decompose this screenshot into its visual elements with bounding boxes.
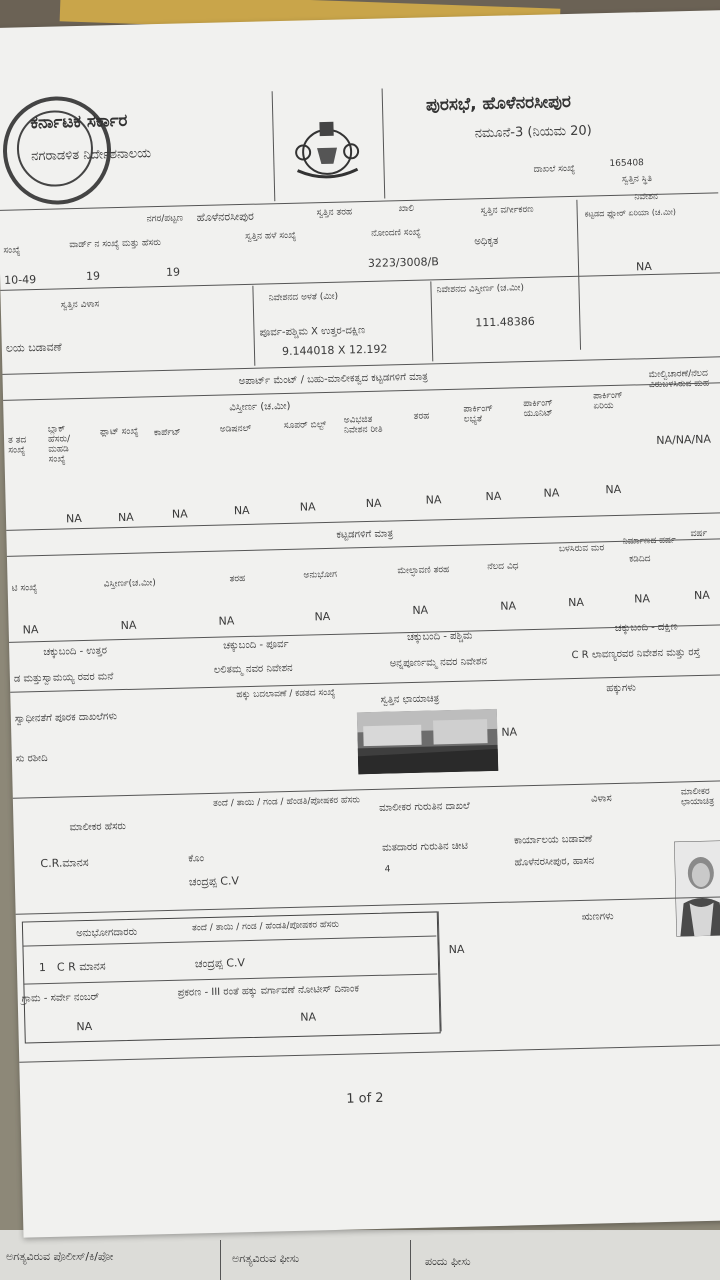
dims-desc: ಪೂರ್ವ-ಪಶ್ಚಿಮ X ಉತ್ತರ-ದಕ್ಷಿಣ [259,325,366,339]
directorate-title: ನಗರಾಡಳಿತ ನಿರ್ದೇಶನಾಲಯ [30,146,152,165]
row-rule [9,624,720,643]
apt-h-super: ಸೂಪರ್ ಬಿಲ್ಟ್ [283,420,327,432]
bld-val: NA [218,614,235,628]
reg-no-value: 3223/3008/B [367,255,439,270]
pid-label: ಸಂಖ್ಯೆ [3,245,21,256]
rights-label: ಹಕ್ಕುಗಳು [606,682,637,695]
occupant-remarks-label: ಋಣಗಳು [581,911,614,923]
owner-id-type: ಮತದಾರರ ಗುರುತಿನ ಚೀಟಿ [382,840,469,854]
prop-class-label: ಸ್ವತ್ತಿನ ವರ್ಗೀಕರಣ [480,204,534,217]
bld-h-floor-type: ನೆಲದ ವಿಧ [487,561,519,573]
apt-h-floor: ತ ತದ ಸಂಖ್ಯೆ [7,435,27,456]
case-value: NA [300,1010,317,1024]
bld-val: NA [568,595,585,610]
owner-address-line2: ಹೊಳೆನರಸೀಪುರ, ಹಾಸನ [514,855,595,869]
dims-label: ನಿವೇಶನದ ಅಳತೆ (ಮೀ) [268,291,339,304]
boundary-west-label: ಚಕ್ಕುಬಂದಿ - ಪಶ್ಚಿಮ [406,630,473,644]
state-emblem-icon [286,111,368,188]
row-rule [13,780,720,799]
occupant-name-label: ಅನುಭೋಗದಾರರು [76,926,138,940]
page-indicator: 1 of 2 [346,1090,384,1107]
owner-photo-label: ಮಾಲೀಕರ ಛಾಯಾಚಿತ್ರ [680,786,715,808]
property-photo [357,709,498,774]
header-divider [382,89,386,199]
owner-address-label: ವಿಳಾಸ [590,793,612,805]
dims-value: 9.144018 X 12.192 [281,342,388,359]
property-status: ನಿವೇಶನ [634,191,659,203]
boundary-north: ಡ ಮತ್ತುಸ್ವಾಮಯ್ಯ ರವರ ಮನೆ [13,671,114,685]
col-divider [430,281,433,361]
occupant-relation-label: ತಂದೆ / ತಾಯಿ / ಗಂಡ / ಹೆಂಡತಿ/ಪೋಷಕರ ಹೆಸರು [191,919,340,934]
record-no: 165408 [609,158,644,170]
boundary-east: ಲಲಿತಮ್ಮ ನವರ ನಿವೇಶನ [213,662,293,676]
apt-h-area: ವಿಸ್ತೀರ್ಣ (ಚ.ಮೀ) [229,400,291,414]
apartment-section-title: ಅಪಾರ್ಟ್ ಮೆಂಟ್ / ಬಹು-ಮಾಲೀಕತ್ವದ ಕಟ್ಟಡಗಳಿಗೆ ಮಾತ್ರ [238,371,429,388]
prop-class-value: ಅಧಿಕೃತ [474,235,499,248]
usage-label: ಕಟ್ಟಡದ ಫ್ಲೋರ್ ಏರಿಯಾ (ಚ.ಮೀ) [584,207,677,219]
address-value: ಲಯ ಬಡಾವಣೆ [5,340,62,355]
apt-val: NA [605,482,622,497]
row-rule [2,356,720,375]
bld-h-extra: ವರ್ಷ [690,528,708,540]
apt-val: NA [171,507,188,521]
header-divider [272,91,276,201]
bld-val: NA [120,618,137,633]
bld-h-year2: ಕಡಿದಿದ [629,554,651,565]
area-label: ನಿವೇಶನದ ವಿಸ್ತೀರ್ಣ (ಚ.ಮೀ) [436,283,525,296]
apt-h-undivided: ಅವಿಭಜಿತ ನಿವೇಶನ ರೀತಿ [343,414,383,436]
owner-relation: ಚಂದ್ರಪ್ಪ C.V [188,874,240,889]
apt-h-parking-units: ಪಾರ್ಕಿಂಗ್ ಯೂನಿಟ್ [523,398,554,420]
row-rule [19,1044,720,1063]
bld-h-year: ನಿರ್ಮಾಣದ ವರ್ಷ [622,535,676,547]
usage-value: NA [635,260,652,274]
apt-h-additional: ಅಡಿಷನಲ್ [219,423,252,435]
building-section-title: ಕಟ್ಟಡಗಳಿಗೆ ಮಾತ್ರ [336,528,394,541]
bld-h-type: ತರಹ [229,574,246,585]
apt-h-block: ಬ್ಲಾಕ್ ಹೆಸರು/ ಮಹಡಿ ಸಂಖ್ಯೆ [47,424,71,465]
apt-val: NA [65,512,82,526]
bld-h-wood: ಬಳಸಿರುವ ಮರ [558,543,605,555]
row-rule [6,512,720,531]
row-rule [16,896,720,915]
rights-value: NA [501,725,518,739]
apt-val: NA [425,493,442,507]
owner-name-label: ಮಾಲೀಕರ ಹೆಸರು [69,821,127,834]
apt-val: NA [365,496,382,511]
apt-h-common: ಮೇಲ್ವಿಚಾರಣೆ/ನೆಲದ ವಿರುಬಳಸಿರುವ ಮಹ [648,368,710,391]
apt-val: NA [485,489,502,504]
area-value: 111.48386 [475,314,535,330]
occupant-name: C R ಮಾನಸ [56,959,106,974]
bld-val: NA [314,609,331,624]
survey-value: NA [76,1019,93,1034]
record-no-label: ದಾಖಲೆ ಸಂಖ್ಯೆ [533,163,576,175]
boundary-south: C R ಲಾವಣ್ಯರವರ ನಿವೇಶನ ಮತ್ತು ರಸ್ತೆ [571,646,701,662]
row-rule [0,272,720,291]
boundary-north-label: ಚಕ್ಕುಬಂದಿ - ಉತ್ತರ [43,645,108,658]
bottom-cell-2: ಅಗತ್ಯವಿರುವ ಫೀಸು [232,1252,300,1265]
bld-val: NA [412,603,429,617]
owner-id-no: 4 [384,864,391,875]
owner-name: C.R.ಮಾನಸ [40,855,89,871]
bld-val: NA [22,623,39,637]
bld-val: NA [693,588,710,603]
case-label: ಪ್ರಕರಣ - III ರಂತೆ ಹಕ್ಕು ವರ್ಗಾವಣೆ ನೋಟೀಸ್ ದಿನಾಂಕ [177,983,360,999]
ward-label: ವಾರ್ಡ್ ನ ಸಂಖ್ಯೆ ಮತ್ತು ಹೆಸರು [69,237,162,251]
survey-label: ಗ್ರಾಮ - ಸರ್ವೇ ನಂಬರ್ [21,991,100,1005]
bld-h-area: ವಿಸ್ತೀರ್ಣ(ಚ.ಮೀ) [103,578,156,590]
bld-h-no: ಟಿ ಸಂಖ್ಯೆ [11,583,38,594]
prop-type-label: ಸ್ವತ್ತಿನ ತರಹ [316,207,353,219]
occupant-serial: 1 [38,961,47,975]
boundary-west: ಅನ್ನಪೂರ್ಣಮ್ಮ ನವರ ನಿವೇಶನ [389,656,488,670]
occupant-relation: ಚಂದ್ರಪ್ಪ C.V [194,956,246,971]
property-status-label: ಸ್ವತ್ತಿನ ಸ್ಥಿತಿ [621,173,653,185]
old-no-label: ಸ್ವತ್ತಿನ ಹಳೆ ಸಂಖ್ಯೆ [245,230,297,242]
owner-photo [674,840,720,936]
apt-h-parking-avail: ಪಾರ್ಕಿಂಗ್ ಲಭ್ಯತೆ [463,403,494,425]
boundary-south-label: ಚಕ್ಕುಬಂದಿ - ದಕ್ಷಿಣ [614,621,678,635]
apt-common-value: NA/NA/NA [656,432,712,447]
bottom-divider [220,1240,221,1280]
address-label: ಸ್ವತ್ತಿನ ವಿಳಾಸ [60,299,100,311]
municipality-title: ಪುರಸಭೆ, ಹೊಳೆನರಸೀಪುರ [425,91,572,116]
apt-h-carpet: ಕಾರ್ಪೆಟ್ [153,427,181,439]
apt-h-type: ತರಹ [413,411,430,422]
bld-h-roof: ಮೇಲ್ಛಾವಣಿ ತರಹ [397,565,450,577]
transfer-label: ಹಕ್ಕು ಬದಲಾವಣೆ / ಕಡತದ ಸಂಖ್ಯೆ [236,687,336,701]
apt-h-flat: ಫ್ಲಾಟ್ ಸಂಖ್ಯೆ [99,426,139,438]
govt-title: ಕರ್ನಾಟಕ ಸರ್ಕಾರ [30,110,128,134]
reg-no-label: ನೋಂದಣಿ ಸಂಖ್ಯೆ [371,227,421,239]
owner-address-line1: ಕಾರ್ಯಾಲಯ ಬಡಾವಣೆ [513,833,593,847]
city-value: ಹೊಳೆನರಸೀಪುರ [196,209,255,225]
apt-val: NA [117,510,134,525]
bottom-cell-3: ಪಂದು ಫೀಸು [425,1255,471,1268]
property-photo-label: ಸ್ವತ್ತಿನ ಛಾಯಾಚಿತ್ರ [380,693,440,706]
bld-val: NA [500,599,517,613]
owner-id-label: ಮಾಲೀಕರ ಗುರುತಿನ ದಾಖಲೆ [379,800,470,814]
bottom-cell-1: ಅಗತ್ಯವಿರುವ ಪೊಲೀಸ್/ಕಿ/ಪೋ [6,1250,114,1263]
bld-h-usage: ಅನುಭೋಗ [303,569,338,581]
ward-value: 19 [85,269,101,283]
bottom-divider [410,1240,411,1280]
apt-val: NA [299,500,316,514]
bld-val: NA [633,592,651,606]
row-rule [7,538,720,557]
city-label: ನಗರ/ಪಟ್ಟಣ [146,213,184,225]
owner-relation-prefix: ಕೊಂ [188,853,205,865]
apt-h-parking-area: ಪಾರ್ಕಿಂಗ್ ಏರಿಯ [593,390,623,412]
form-number: ನಮೂನೆ-3 (ನಿಯಮ 20) [474,123,592,142]
prop-type-value: ಖಾಲಿ [398,203,415,215]
document-sheet [0,10,720,1238]
col-divider [252,286,255,366]
old-no-value: 19 [165,265,181,279]
pid-value: 10-49 [4,273,37,287]
owner-relation-label: ತಂದೆ / ತಾಯಿ / ಗಂಡ / ಹೆಂಡತಿ/ಪೋಷಕರ ಹೆಸರು [212,795,361,809]
apt-val: NA [233,503,250,518]
supporting-docs-label: ಸ್ವಾಧೀನತೆಗೆ ಪೂರಕ ದಾಖಲೆಗಳು [14,711,118,725]
boundary-east-label: ಚಕ್ಕುಬಂದಿ - ಪೂರ್ವ [223,638,289,652]
apt-val: NA [543,486,560,500]
occupant-remarks: NA [448,942,465,957]
supporting-docs-value: ಸು ರಶೀದಿ [15,752,48,765]
